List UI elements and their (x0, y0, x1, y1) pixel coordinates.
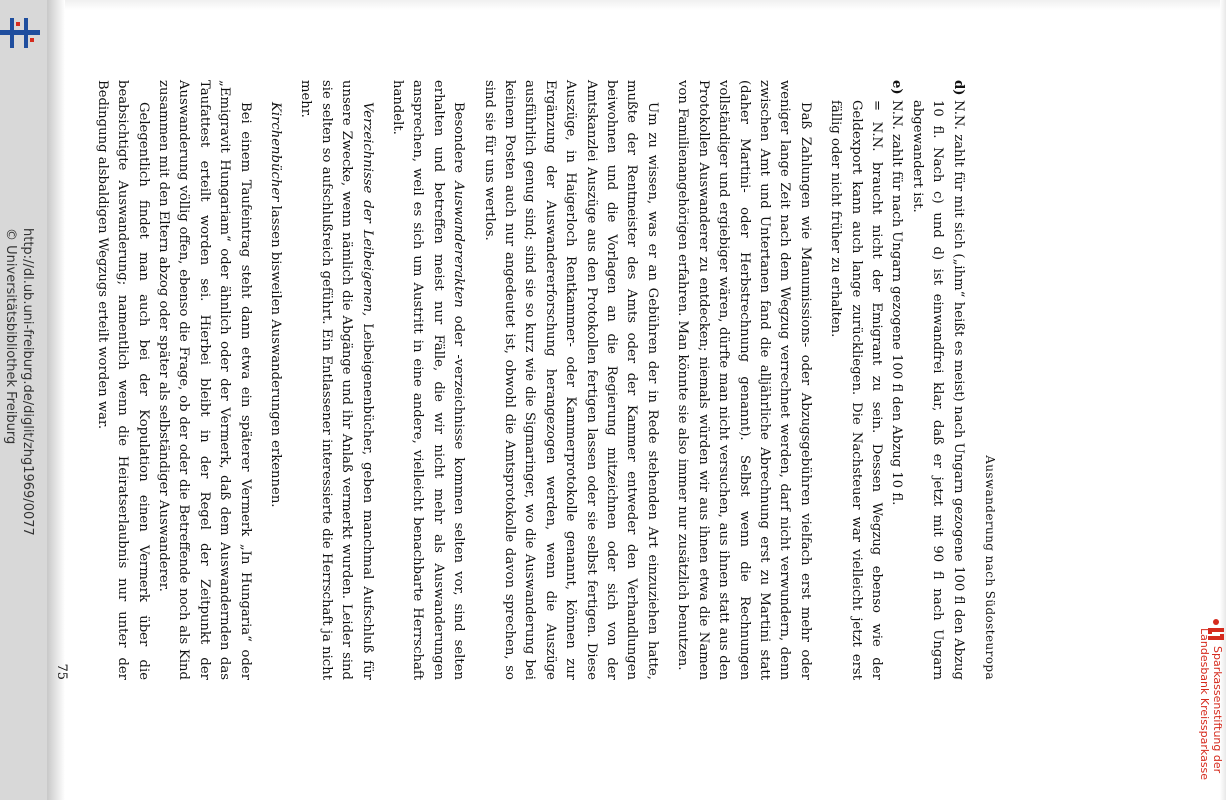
list-item-text: N.N. zahlt für nach Ungarn gezogene 100 fl den Abzug 10 fl. (889, 100, 905, 506)
list-item-text: N.N. zahlt für mit sich („ihm“ heißt es meist) nach Ungarn gezogene 100 fl den Abzug 10 fl. Nach c) und d) ist einwandfrei klar, daß er jetzt mit 90 fl nach Ungarn abgewandert ist. (909, 100, 966, 680)
list-item-e (825, 80, 907, 680)
paragraph: Um zu wissen, was er an Gebühren der in Rede stehenden Art einzuziehen hatte, mußte der Rentmeister des Amts oder der Kammer entweder den Verhandlungen beiwohnen und die Vorlagen an die Regierung mitzeichnen oder sich von der Amtskanzlei Auszüge aus den Protokollen fertigen lassen oder sie selbst fertigen. Diese Auszüge, in Haigerloch Rentkammer- oder Kammerprotokolle genannt, können zur Ergänzung der Auswandererforschung herangezogen werden, wenn die Auszüge ausführlich genug sind; sind sie so kurz wie die Sigmaringer, wo die Auswanderung bei keinem Posten auch nur angedeutet ist, obwohl die Amtsprotokolle davon sprechen, so sind sie für uns wertlos. (481, 80, 660, 680)
copyright-note: © Universitätsbibliothek Freiburg (3, 228, 18, 445)
list-item-body (825, 100, 907, 680)
source-url[interactable]: http://dl.ub.uni-freiburg.de/diglit/zhg1969/0077 (20, 228, 35, 536)
paragraph (387, 80, 469, 680)
paragraph: Bei einem Taufeintrag steht dann etwa ein späterer Vermerk „In Hungaria“ oder „Emigravit Hungariam“ oder ähnlich oder der Vermerk, daß dem Auswandernden das Taufattest erteilt worden sei. Hierbei bleibt in der Regel der Zeitpunkt der Auswanderung völlig offen, ebenso die Frage, ob der oder die Betreffende noch als Kind zusammen mit den Eltern abzog oder später als selbständiger Auswanderer. (155, 80, 253, 680)
running-head: Auswanderung nach Südosteuropa (983, 455, 997, 680)
sponsor-line-2: Landesbank Kreissparkasse (1198, 628, 1211, 781)
paragraph-text: Leibeigenenbücher, geben manchmal Aufschluß für unsere Zwecke, wenn nämlich die Abgänge und ihr Anlaß vermerkt wurden. Leider sind sie selten so aufschlußreich geführt. Ein Entlassener interessierte die Herrschaft ja nicht mehr. (298, 80, 375, 680)
list-marker: d) (950, 80, 966, 96)
list-item-d (906, 80, 967, 680)
page-number: 75 (54, 663, 70, 680)
paragraph-text: oder -verzeichnisse kommen selten vor, sind selten erhalten und betreffen meist nur Fälle, die wir nicht mehr als Auswanderungen ansprechen, weil es sich um Austritt in eine andere, vielleicht benachbarte Herrschaft handelt. (390, 80, 467, 680)
sponsor-line-1: Sparkassenstiftung der (1211, 646, 1224, 774)
scanned-page (54, 80, 1000, 680)
list-marker: e) (889, 80, 905, 95)
library-logo-icon (0, 14, 40, 54)
source-info (2, 228, 36, 536)
paragraph-text: lassen bisweilen Auswanderungen erkennen. (268, 201, 283, 508)
paragraph-text: Besondere (451, 102, 467, 182)
sponsor-credit (1198, 618, 1224, 780)
paragraph: Daß Zahlungen wie Manumissions- oder Abzugsgebühren vielfach erst mehr oder weniger lange Zeit nach dem Wegzug verrechnet werden, darf nicht verwundern, denn zwischen Amt und Untertanen fand die alljährliche Abrechnung erst zu Martini statt (daher Martini- oder Herbstrechnung genannt). Selbst wenn die Rechnungen vollständiger und ergiebiger wären, dürfte man nicht versuchen, aus ihnen statt aus den Protokollen Auswanderer zu entdecken; niemals würden wir aus ihnen etwa die Namen von Familienangehörigen erfahren. Man könnte sie also immer nur zusätzlich benutzen. (675, 80, 813, 680)
emphasis-text: Verzeichnisse der Leibeigenen, (359, 102, 375, 317)
emphasis-text: Auswandererakten (451, 181, 467, 308)
list-item-note: = N.N. braucht nicht der Emigrant zu sein. Dessen Wegzug ebenso wie der Geldexport kann auch lange zurückliegen. Die Nachsteuer war vielleicht jetzt erst fällig oder nicht früher zu erhalten. (828, 100, 884, 680)
page-edge (65, 0, 1220, 10)
paragraph (295, 80, 377, 680)
paragraph (265, 80, 285, 680)
emphasis-text: Kirchenbücher (268, 102, 283, 202)
paragraph: Gelegentlich findet man auch bei der Kopulation einen Vermerk über die beabsichtigte Auswanderung; namentlich wenn die Heiratserlaubnis nur unter der Bedingung alsbaldigen Wegzugs erteilt worden war. (94, 80, 151, 680)
